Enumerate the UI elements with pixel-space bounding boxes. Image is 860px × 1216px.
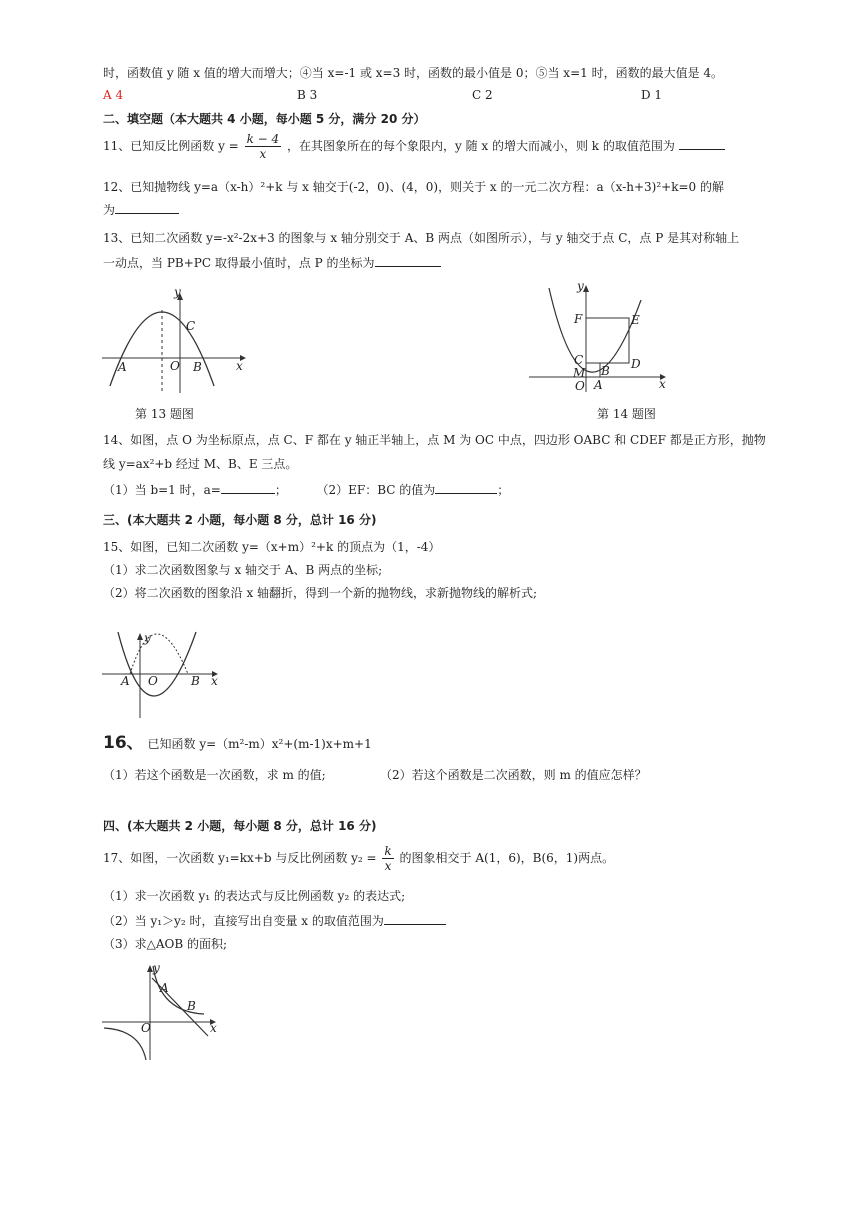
q14-part1-end: ； [274, 483, 287, 497]
fig17-hyperbola-q3 [104, 1028, 146, 1060]
q13-line2-text: 一动点，当 PB+PC 取得最小值时，点 P 的坐标为 [103, 256, 375, 270]
q10-option-b: B 3 [297, 88, 318, 102]
q15-part1: （1）求二次函数图象与 x 轴交于 A、B 两点的坐标; [103, 563, 383, 577]
caption-14: 第 14 题图 [597, 407, 656, 421]
q17-denominator: x [384, 859, 392, 873]
q12-line2-text: 为 [103, 203, 116, 217]
fig14-y-arrow [583, 285, 589, 292]
fig15-label-a: A [121, 674, 130, 688]
fig14-label-f: F [574, 312, 583, 326]
q12-line2 [103, 201, 179, 219]
figure-15 [100, 630, 220, 720]
q14-line1: 14、如图，点 O 为坐标原点，点 C、F 都在 y 轴正半轴上，点 M 为 OC 中点，四边形 OABC 和 CDEF 都是正方形，抛物 [103, 433, 766, 447]
fig13-label-o: O [170, 359, 180, 373]
fig14-label-d: D [631, 357, 641, 371]
q17-blank[interactable] [384, 912, 446, 925]
fig14-label-o: O [575, 379, 585, 392]
q12-blank[interactable] [115, 201, 179, 214]
q16-part1: （1）若这个函数是一次函数，求 m 的值; [103, 768, 326, 782]
q16-line [103, 732, 372, 755]
q17-part2-text: （2）当 y₁＞y₂ 时，直接写出自变量 x 的取值范围为 [103, 914, 384, 928]
q16-text: 已知函数 y=（m²-m）x²+(m-1)x+m+1 [147, 737, 372, 751]
q11-denominator: x [259, 147, 267, 161]
q11-blank[interactable] [679, 137, 725, 150]
q14-part2-end: ； [497, 483, 510, 497]
section4-title: 四、(本大题共 2 小题，每小题 8 分，总计 16 分) [103, 819, 377, 833]
caption-13: 第 13 题图 [135, 407, 194, 421]
fig13-label-c: C [186, 319, 196, 333]
q17-fraction [382, 844, 393, 873]
fig14-label-a: A [594, 378, 603, 392]
fig14-label-e: E [631, 313, 640, 327]
q13-blank[interactable] [375, 254, 441, 267]
fig17-label-y: y [153, 962, 160, 975]
q17-part2 [103, 912, 446, 930]
fig14-label-m: M [573, 366, 586, 380]
q17-post: 的图象相交于 A(1，6)，B(6，1)两点。 [399, 851, 615, 865]
q16-part2: （2）若这个函数是二次函数，则 m 的值应怎样？ [380, 768, 647, 782]
fig14-label-y: y [577, 280, 584, 293]
fig15-label-o: O [148, 674, 158, 688]
fig17-label-o: O [141, 1021, 151, 1035]
q16-number: 16、 [103, 733, 144, 753]
section2-title: 二、填空题（本大题共 4 小题，每小题 5 分，满分 20 分） [103, 112, 426, 126]
q15-part2: （2）将二次函数的图象沿 x 轴翻折，得到一个新的抛物线，求新抛物线的解析式; [103, 586, 538, 600]
q14-parts [103, 481, 509, 499]
q17-part1: （1）求一次函数 y₁ 的表达式与反比例函数 y₂ 的表达式; [103, 889, 406, 903]
fig13-label-b: B [193, 360, 202, 374]
fig15-y-arrow [137, 633, 143, 640]
q17-numerator: k [384, 844, 392, 858]
figure-17 [100, 962, 220, 1062]
q12-line1: 12、已知抛物线 y=a（x-h）²+k 与 x 轴交于(-2，0)、(4，0)，则关于 x 的一元二次方程：a（x-h+3)²+k=0 的解 [103, 180, 724, 194]
q10-option-a: A 4 [103, 88, 124, 102]
fig13-label-x: x [236, 359, 243, 373]
fig17-label-a: A [160, 981, 169, 995]
q17 [103, 844, 614, 873]
q14-blank-a[interactable] [221, 481, 275, 494]
fig14-label-b: B [601, 364, 610, 378]
q15-line1: 15、如图，已知二次函数 y=（x+m）²+k 的顶点为（1，-4） [103, 540, 441, 554]
fig14-parabola [549, 288, 641, 372]
q11-fraction [245, 132, 282, 161]
q11-numerator: k − 4 [246, 132, 280, 146]
fig13-label-a: A [118, 360, 127, 374]
q17-part3: （3）求△AOB 的面积; [103, 937, 228, 951]
fig17-label-b: B [187, 999, 196, 1013]
fig14-label-c: C [574, 353, 584, 367]
q14-part1: （1）当 b=1 时，a= [103, 483, 221, 497]
figure-14 [527, 280, 672, 392]
fig14-label-x: x [659, 377, 666, 391]
q13-line2 [103, 254, 441, 272]
figure-13 [100, 288, 250, 398]
fig14-square-cdef [586, 318, 629, 363]
section3-title: 三、(本大题共 2 小题，每小题 8 分，总计 16 分) [103, 513, 377, 527]
fig14-square-oabc [586, 363, 600, 377]
q17-pre: 17、如图，一次函数 y₁=kx+b 与反比例函数 y₂ = [103, 851, 377, 865]
fig15-label-b: B [191, 674, 200, 688]
q11 [103, 132, 725, 161]
q10-tail: 时，函数值 y 随 x 值的增大而增大；④当 x=-1 或 x=3 时，函数的最小值是 0；⑤当 x=1 时，函数的最大值是 4。 [103, 66, 724, 80]
q10-option-d: D 1 [641, 88, 663, 102]
q14-part2: （2）EF：BC 的值为 [316, 483, 436, 497]
fig13-label-y: y [174, 288, 181, 299]
q10-option-c: C 2 [472, 88, 493, 102]
fig15-label-x: x [211, 674, 218, 688]
fig15-label-y: y [144, 631, 151, 645]
q14-blank-ratio[interactable] [435, 481, 497, 494]
q14-line2: 线 y=ax²+b 经过 M、B、E 三点。 [103, 457, 298, 471]
fig17-label-x: x [210, 1021, 217, 1035]
q11-pre: 11、已知反比例函数 y = [103, 139, 239, 153]
q11-post: ，在其图象所在的每个象限内，y 随 x 的增大而减小，则 k 的取值范围为 [286, 139, 675, 153]
q13-line1: 13、已知二次函数 y=-x²-2x+3 的图象与 x 轴分别交于 A、B 两点（如图所示），与 y 轴交于点 C，点 P 是其对称轴上 [103, 231, 740, 245]
